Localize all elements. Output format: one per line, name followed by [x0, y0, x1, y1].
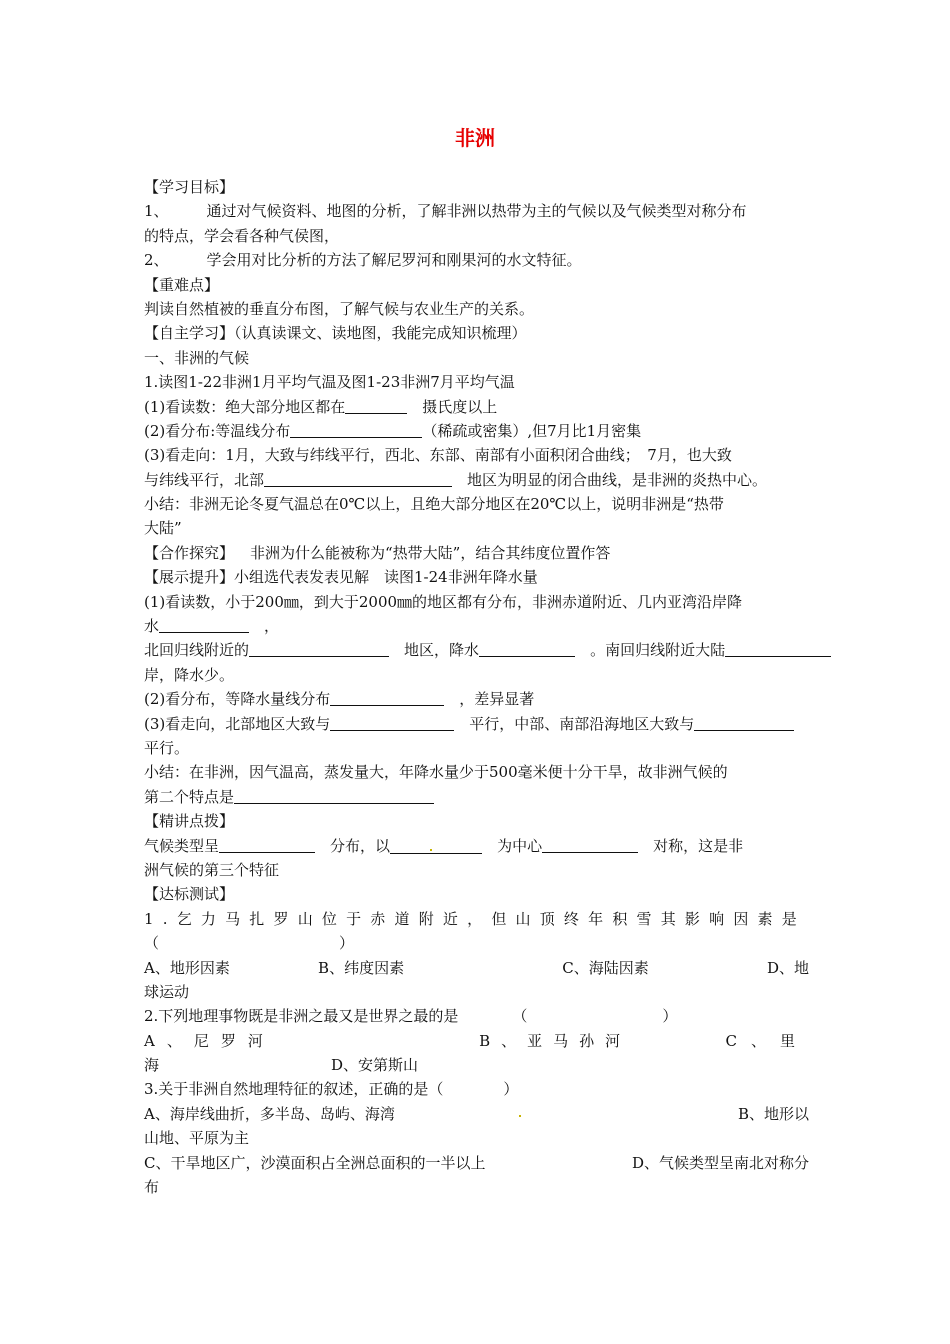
- option-a[interactable]: [144, 1102, 521, 1126]
- p3-mid: 平行，中部、南部沿海地区大致与: [469, 714, 695, 733]
- precip-3: [144, 712, 809, 736]
- question-1a: [144, 395, 809, 419]
- section-climate: 一、非洲的气候: [144, 348, 250, 367]
- goal-1-text: 通过对气候资料、地图的分析，了解非洲以热带为主的气候以及气候类型对称分布: [206, 202, 747, 221]
- test-q3-options-2-wrap: 布: [144, 1178, 160, 1197]
- option-d[interactable]: D、安第斯山: [331, 1056, 419, 1075]
- option-b[interactable]: B、纬度因素: [318, 958, 405, 977]
- jj-text-1: 气候类型呈: [144, 836, 220, 855]
- option-b[interactable]: B、地形以: [737, 1104, 809, 1123]
- q1b-suffix: （稀疏或密集）,但7月比1月密集: [422, 421, 642, 440]
- learning-goals-heading: 【学习目标】: [144, 178, 235, 196]
- answer-blank[interactable]: [694, 713, 794, 731]
- test-q3-options-2: [144, 1151, 809, 1175]
- precip-1-line-1: (1)看读数，小于200㎜，到大于2000㎜的地区都有分布，非洲赤道附近、几内亚湾沿岸降: [144, 592, 743, 611]
- option-a-text: A、海岸线曲折，多半岛、岛屿、海湾: [144, 1104, 395, 1123]
- answer-blank[interactable]: [330, 688, 444, 706]
- answer-blank[interactable]: [234, 786, 434, 804]
- p2-text: (2)看分布，等降水量线分布: [144, 690, 331, 709]
- stray-dot: [430, 849, 432, 851]
- answer-blank[interactable]: [330, 713, 454, 731]
- key-points-text: 判读自然植被的垂直分布图，了解气候与农业生产的关系。: [144, 299, 535, 318]
- precip-1-line-2: [144, 614, 809, 638]
- p1b-text: 水: [144, 617, 160, 636]
- test-q3-options-1: [144, 1102, 809, 1126]
- self-study-note: （认真读课文、读地图，我能完成知识梳理）: [234, 324, 527, 343]
- explanation-line-2: 洲气候的第三个特征: [144, 860, 280, 879]
- self-study-heading: [144, 321, 809, 345]
- jj-text-2: 分布，以: [330, 836, 391, 855]
- jj-text-3: 为中心: [497, 836, 543, 855]
- answer-blank[interactable]: [542, 835, 638, 853]
- test-q3: 3.关于非洲自然地理特征的叙述，正确的是（ ）: [144, 1080, 519, 1099]
- stray-dot: [519, 1115, 521, 1117]
- precip-2: [144, 687, 809, 711]
- answer-blank[interactable]: [345, 396, 407, 414]
- p1c-mid: 地区，降水: [404, 641, 480, 660]
- answer-blank[interactable]: [219, 835, 315, 853]
- page-title: 非洲: [455, 126, 495, 150]
- answer-blank[interactable]: [725, 639, 831, 657]
- explanation-line-1: [144, 834, 809, 858]
- showcase-heading: 【展示提升】: [144, 568, 235, 587]
- question-1c-line-1: (3)看走向：1月，大致与纬线平行，西北、东部、南部有小面积闭合曲线； 7月，也大致: [144, 446, 732, 465]
- p2-suffix: ，差异显著: [459, 690, 535, 709]
- p1c-suffix: 。南回归线附近大陆: [590, 641, 726, 660]
- goal-1-number: 1、: [144, 202, 169, 221]
- test-q1: 1.乞力马扎罗山位于赤道附近，但山顶终年积雪其影响因素是: [144, 909, 806, 928]
- precip-1-line-3: [144, 638, 809, 662]
- q1c-text: 与纬线平行，北部: [144, 470, 265, 489]
- goal-2: [144, 248, 809, 272]
- summary-1-line-2: 大陆”: [144, 519, 182, 538]
- test-q2-options-wrap: [144, 1053, 809, 1077]
- p1b-suffix: ，: [264, 617, 280, 636]
- q1c-suffix: 地区为明显的闭合曲线，是非洲的炎热中心。: [467, 470, 768, 489]
- jj-text-4: 对称，这是非: [653, 836, 744, 855]
- answer-blank[interactable]: [390, 836, 482, 854]
- self-study-label: 【自主学习】: [144, 324, 235, 343]
- option-b[interactable]: B、亚马孙河: [479, 1031, 632, 1050]
- option-a[interactable]: A、尼罗河: [144, 1031, 275, 1050]
- option-d[interactable]: D、气候类型呈南北对称分: [631, 1153, 809, 1172]
- answer-blank[interactable]: [290, 420, 422, 438]
- goal-1-line-1: [144, 199, 809, 223]
- option-c[interactable]: C、里: [725, 1031, 809, 1050]
- option-c[interactable]: C、海陆因素: [562, 958, 649, 977]
- test-q1-paren: （ ）: [144, 934, 355, 953]
- precip-1-line-4: 岸，降水少。: [144, 665, 235, 684]
- showcase-text: 小组选代表发表见解 读图1-24非洲年降水量: [234, 568, 538, 587]
- answer-blank[interactable]: [159, 615, 249, 633]
- key-points-heading: 【重难点】: [144, 275, 220, 294]
- answer-blank[interactable]: [479, 639, 575, 657]
- goal-2-text: 学会用对比分析的方法了解尼罗河和刚果河的水文特征。: [206, 251, 582, 270]
- test-q2-options: [144, 1029, 809, 1053]
- summary-1-line-1: 小结：非洲无论冬夏气温总在0℃以上，且绝大部分地区在20℃以上，说明非洲是“热带: [144, 495, 724, 514]
- option-a[interactable]: A、地形因素: [144, 958, 230, 977]
- goal-2-number: 2、: [144, 251, 169, 270]
- cooperation-text: 非洲为什么能被称为“热带大陆”，结合其纬度位置作答: [250, 543, 611, 562]
- p3-text: (3)看走向，北部地区大致与: [144, 714, 331, 733]
- option-d[interactable]: D、地: [766, 958, 809, 977]
- question-1: 1.读图1-22非洲1月平均气温及图1-23非洲7月平均气温: [144, 373, 515, 392]
- answer-blank[interactable]: [264, 469, 452, 487]
- q1a-text: (1)看读数：绝大部分地区都在: [144, 397, 346, 416]
- test-heading: 【达标测试】: [144, 885, 235, 904]
- goal-1-line-2: 的特点，学会看各种气侯图，: [144, 226, 340, 245]
- cooperation-heading: 【合作探究】: [144, 543, 235, 562]
- q2-paren: （ ）: [512, 1007, 678, 1026]
- summary-2-line-2: [144, 785, 809, 809]
- showcase-section: [144, 565, 809, 589]
- worksheet-content: [144, 175, 809, 1199]
- explanation-heading: 【精讲点拨】: [144, 812, 235, 831]
- test-q1-options-wrap: 球运动: [144, 982, 190, 1001]
- question-1b: [144, 419, 809, 443]
- summary-2-line-1: 小结：在非洲，因气温高，蒸发量大，年降水量少于500毫米便十分干旱，故非洲气候的: [144, 763, 728, 782]
- sum2-text: 第二个特点是: [144, 787, 235, 806]
- test-q1-options: [144, 956, 809, 980]
- q1a-suffix: 摄氏度以上: [422, 397, 498, 416]
- cooperation-section: [144, 541, 809, 565]
- test-q3-options-1-wrap: 山地、平原为主: [144, 1129, 250, 1148]
- answer-blank[interactable]: [249, 639, 389, 657]
- q1b-text: (2)看分布:等温线分布: [144, 421, 291, 440]
- question-1c-line-2: [144, 468, 809, 492]
- q2-text: 2.下列地理事物既是非洲之最又是世界之最的是: [144, 1007, 459, 1026]
- option-c[interactable]: C、干旱地区广，沙漠面积占全洲总面积的一半以上: [144, 1153, 486, 1172]
- option-c-wrap: 海: [144, 1056, 160, 1075]
- test-q2: [144, 1004, 809, 1028]
- precip-3-line-2: 平行。: [144, 738, 190, 757]
- p1c-text: 北回归线附近的: [144, 641, 250, 660]
